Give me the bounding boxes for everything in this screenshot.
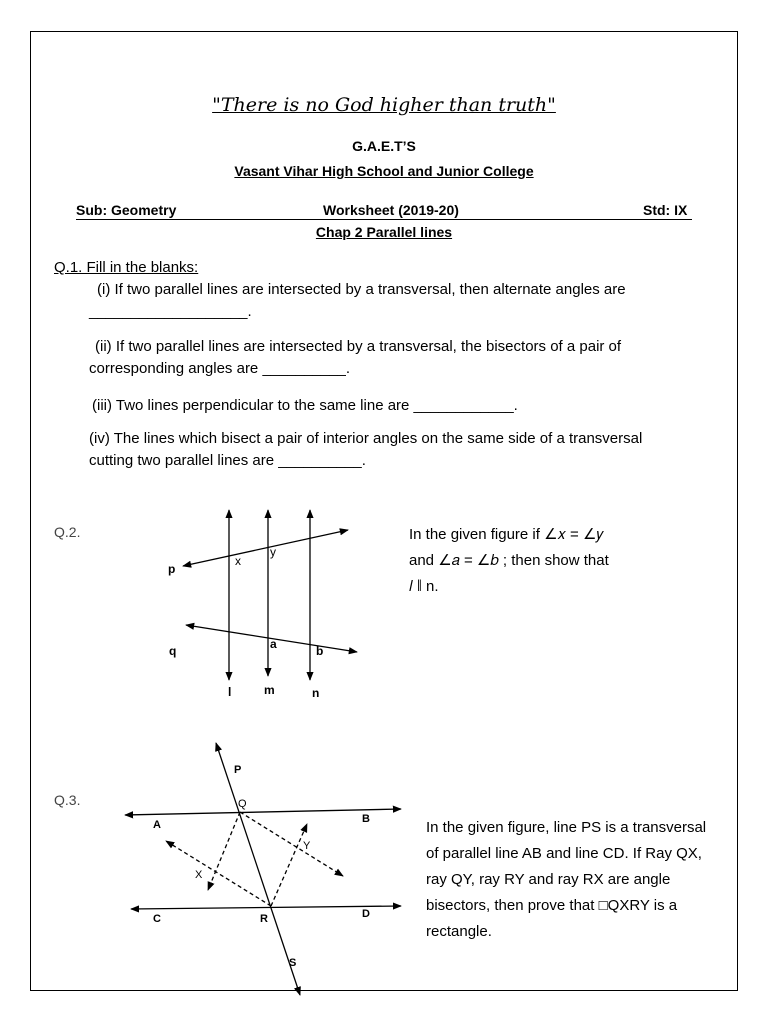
q3-label-C: C <box>153 913 161 925</box>
q3-label-X: X <box>195 869 203 881</box>
q1-ii-line2: corresponding angles are __________. <box>89 360 351 377</box>
line-p <box>183 530 348 566</box>
q3-label-B: B <box>362 813 370 825</box>
q3-figure <box>125 743 401 995</box>
line-ab <box>125 809 401 815</box>
organization-name: G.A.E.T’S <box>352 138 416 154</box>
q3-label-D: D <box>362 908 370 920</box>
ray-qy <box>240 812 343 876</box>
q3-label-R: R <box>260 913 268 925</box>
q3-text-line3: ray QY, ray RY and ray RX are angle <box>426 871 671 888</box>
q2-label-x: x <box>235 554 241 568</box>
standard-label: Std: IX <box>643 202 688 218</box>
q1-i-line2: ___________________. <box>89 303 252 320</box>
school-name: Vasant Vihar High School and Junior College <box>234 163 534 179</box>
q1-heading: Q.1. Fill in the blanks: <box>54 259 199 276</box>
q2-label-n: n <box>312 686 320 700</box>
q2-label-l: l <box>228 685 232 699</box>
q2-text-line3: 𝑙 ∥ n. <box>409 578 439 595</box>
q3-text-line1: In the given figure, line PS is a transversal <box>426 819 707 836</box>
line-cd <box>131 906 401 909</box>
q2-label-q: q <box>169 644 177 658</box>
line-ps <box>216 743 300 995</box>
q3-label-P: P <box>234 764 242 776</box>
motto-quote: "There is no God higher than truth" <box>212 94 556 116</box>
q2-text-line1: In the given figure if ∠𝑥 = ∠𝑦 <box>409 526 604 543</box>
q2-text-line2: and ∠𝑎 = ∠𝑏 ; then show that <box>409 552 609 569</box>
q3-text-line2: of parallel line AB and line CD. If Ray QX, <box>426 845 702 862</box>
q2-label-p: p <box>168 562 176 576</box>
ray-rx <box>166 841 271 906</box>
q2-label-y: y <box>270 545 276 559</box>
q2-label: Q.2. <box>54 524 81 540</box>
q2-figure <box>183 510 357 680</box>
q3-label-Q: Q <box>238 798 247 810</box>
q2-label-a: a <box>270 637 277 651</box>
q1-ii-line1: (ii) If two parallel lines are intersected by a transversal, the bisectors of a pair of <box>95 338 622 355</box>
q3-label-Y: Y <box>303 840 311 852</box>
q3-label: Q.3. <box>54 792 81 808</box>
worksheet-label: Worksheet (2019-20) <box>323 202 459 218</box>
q3-label-S: S <box>289 957 297 969</box>
q1-iv-line1: (iv) The lines which bisect a pair of interior angles on the same side of a transversal <box>89 430 643 447</box>
q3-label-A: A <box>153 819 161 831</box>
chapter-title: Chap 2 Parallel lines <box>315 224 453 240</box>
q1-iii: (iii) Two lines perpendicular to the same line are ____________. <box>92 397 518 414</box>
q3-text-line5: rectangle. <box>426 923 492 940</box>
q2-label-m: m <box>264 683 275 697</box>
q1-iv-line2: cutting two parallel lines are __________. <box>89 452 366 469</box>
q3-text-line4: bisectors, then prove that □QXRY is a <box>426 897 678 914</box>
ray-ry <box>271 824 307 906</box>
ray-qx <box>208 812 240 890</box>
subject-label: Sub: Geometry <box>76 202 177 218</box>
q2-label-b: b <box>316 644 324 658</box>
q1-i-line1: (i) If two parallel lines are intersected by a transversal, then alternate angles are <box>97 281 626 298</box>
